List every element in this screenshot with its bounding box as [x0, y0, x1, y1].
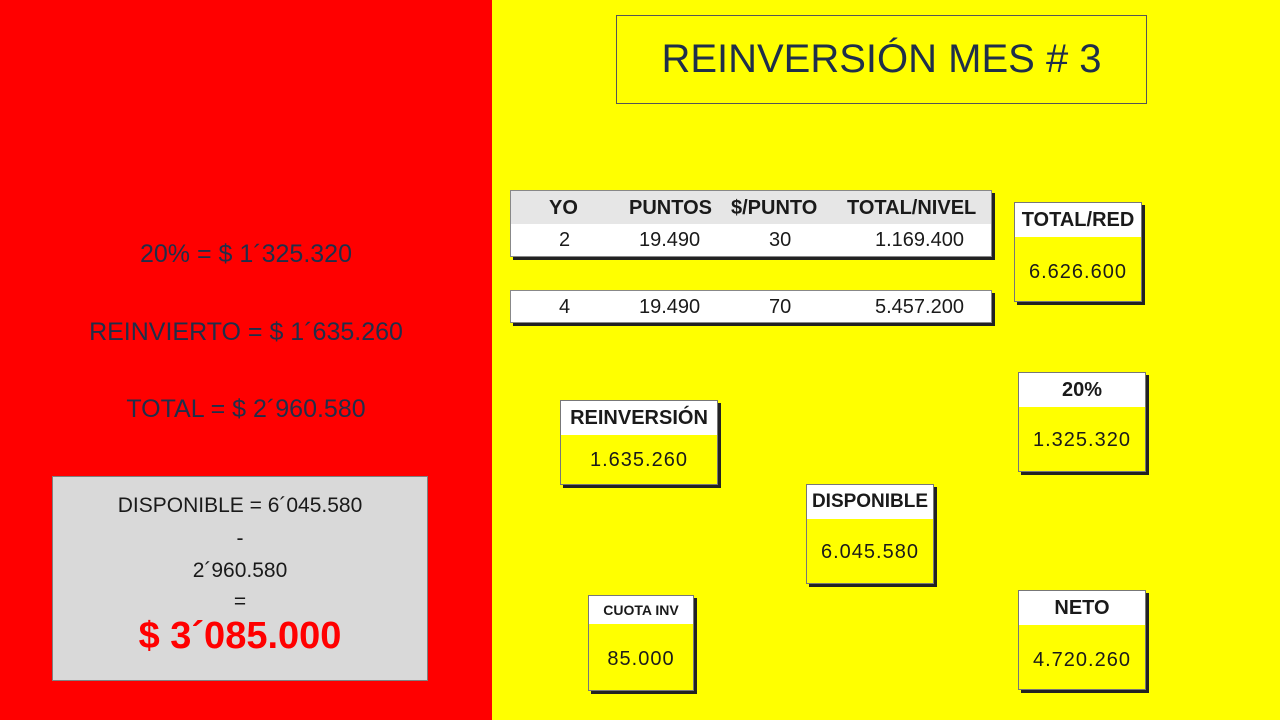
card-total-red-value: 6.626.600 [1029, 261, 1127, 283]
card-total-red [1014, 202, 1142, 302]
card-20pct-label: 20% [1019, 373, 1145, 407]
row2-total-nivel: 5.457.200 [875, 296, 964, 318]
row2-puntos: 19.490 [639, 296, 701, 318]
summary-20pct: 20% = $ 1´325.320 [140, 240, 352, 268]
card-neto-value: 4.720.260 [1033, 649, 1131, 671]
card-disponible-label: DISPONIBLE [807, 485, 933, 519]
page-title: REINVERSIÓN MES # 3 [616, 15, 1147, 104]
header-total-nivel: TOTAL/NIVEL [847, 197, 977, 219]
card-20pct-value: 1.325.320 [1033, 429, 1131, 451]
header-puntos: PUNTOS [629, 197, 712, 219]
row2-per-punto: 70 [769, 296, 792, 318]
card-cuota-inv-label: CUOTA INV [589, 596, 693, 624]
summary-total: TOTAL = $ 2´960.580 [126, 395, 366, 423]
summary-reinvierto: REINVIERTO = $ 1´635.260 [89, 318, 403, 346]
disp-line-3: 2´960.580 [192, 559, 288, 582]
row1-yo: 2 [559, 229, 571, 251]
card-disponible [806, 484, 934, 584]
header-yo: YO [549, 197, 578, 219]
disp-line-4: = [233, 590, 247, 613]
row2-yo: 4 [559, 296, 571, 318]
disp-line-2: - [236, 527, 244, 550]
points-table [510, 190, 992, 257]
card-reinversion [560, 400, 718, 485]
row1-puntos: 19.490 [639, 229, 701, 251]
card-reinversion-value: 1.635.260 [590, 449, 688, 471]
row1-total-nivel: 1.169.400 [875, 229, 964, 251]
points-table-row2 [510, 290, 992, 323]
card-neto [1018, 590, 1146, 690]
card-disponible-value: 6.045.580 [821, 541, 919, 563]
disp-line-1: DISPONIBLE = 6´045.580 [117, 494, 363, 517]
card-total-red-label: TOTAL/RED [1015, 203, 1141, 237]
disponible-calculation-box [52, 476, 428, 681]
disp-result: $ 3´085.000 [138, 615, 342, 657]
row1-per-punto: 30 [769, 229, 792, 251]
card-cuota-inv [588, 595, 694, 691]
header-per-punto: $/PUNTO [731, 197, 818, 219]
card-neto-label: NETO [1019, 591, 1145, 625]
card-20pct [1018, 372, 1146, 472]
card-cuota-inv-value: 85.000 [607, 648, 675, 670]
card-reinversion-label: REINVERSIÓN [561, 401, 717, 435]
